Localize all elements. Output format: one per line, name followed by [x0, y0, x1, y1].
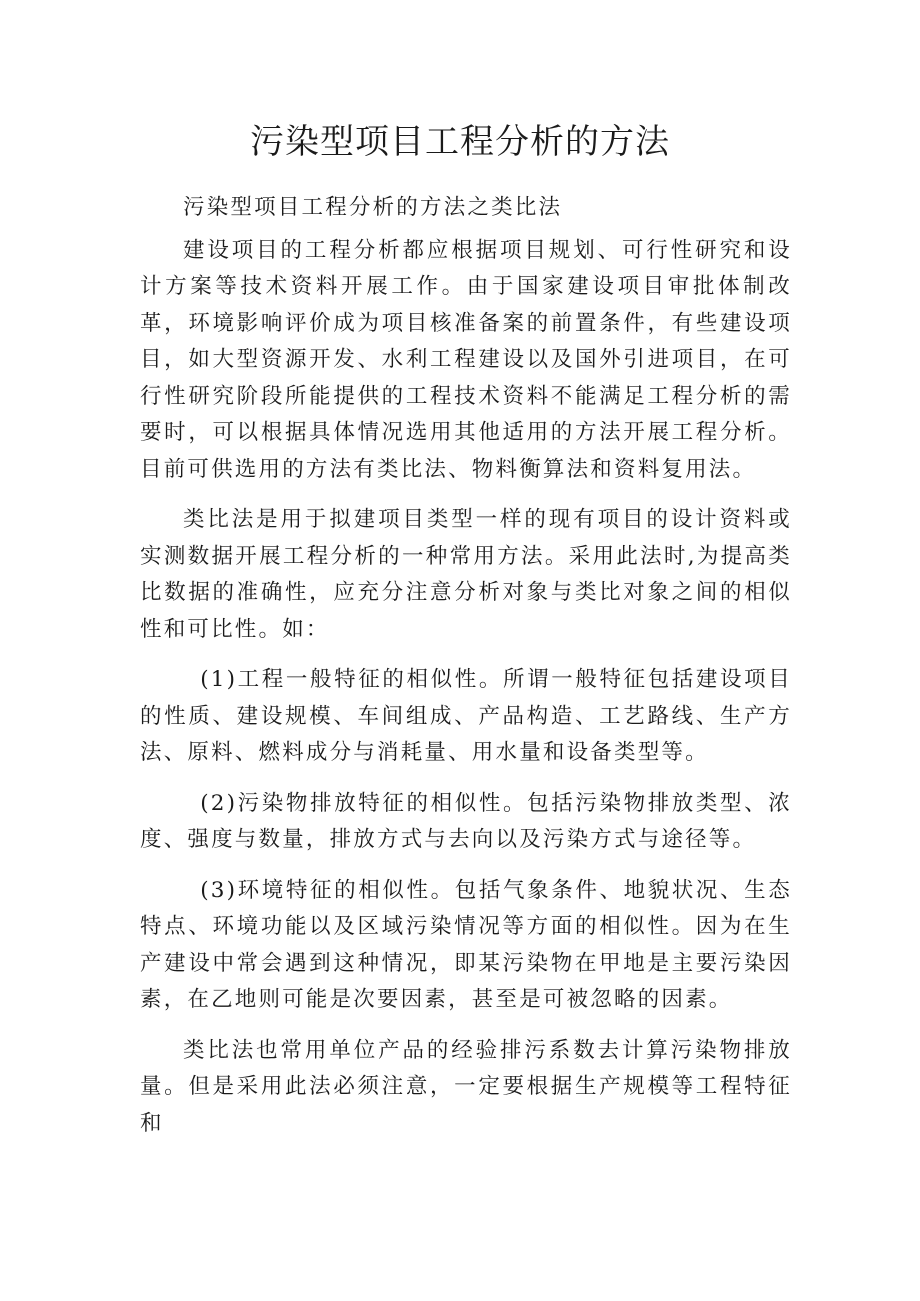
document-body	[140, 190, 792, 1156]
section-subtitle: 污染型项目工程分析的方法之类比法	[183, 195, 563, 220]
list-item-environment-similarity: (3)环境特征的相似性。包括气象条件、地貌状况、生态特点、环境功能以及区域污染情况等方面的相似性。因为在生产建设中常会遇到这种情况，即某污染物在甲地是主要污染因素，在乙地则可能是次要因素，甚至是可被忽略的因素。	[140, 877, 792, 1012]
list-item-engineering-similarity: (1)工程一般特征的相似性。所谓一般特征包括建设项目的性质、建设规模、车间组成、产品构造、工艺路线、生产方法、原料、燃料成分与消耗量、用水量和设备类型等。	[140, 667, 792, 765]
list-item-emission-similarity: (2)污染物排放特征的相似性。包括污染物排放类型、浓度、强度与数量，排放方式与去向以及污染方式与途径等。	[140, 790, 792, 852]
paragraph-analogy-method: 类比法是用于拟建项目类型一样的现有项目的设计资料或实测数据开展工程分析的一种常用方法。采用此法时,为提高类比数据的准确性，应充分注意分析对象与类比对象之间的相似性和可比性。如：	[140, 507, 792, 642]
paragraph-closing: 类比法也常用单位产品的经验排污系数去计算污染物排放量。但是采用此法必须注意，一定要根据生产规模等工程特征和	[140, 1037, 792, 1136]
document-title: 污染型项目工程分析的方法	[250, 122, 670, 162]
paragraph-intro: 建设项目的工程分析都应根据项目规划、可行性研究和设计方案等技术资料开展工作。由于国家建设项目审批体制改革，环境影响评价成为项目核准备案的前置条件，有些建设项目，如大型资源开发、水利工程建设以及国外引进项目，在可行性研究阶段所能提供的工程技术资料不能满足工程分析的需要时，可以根据具体情况选用其他适用的方法开展工程分析。目前可供选用的方法有类比法、物料衡算法和资料复用法。	[140, 237, 792, 482]
